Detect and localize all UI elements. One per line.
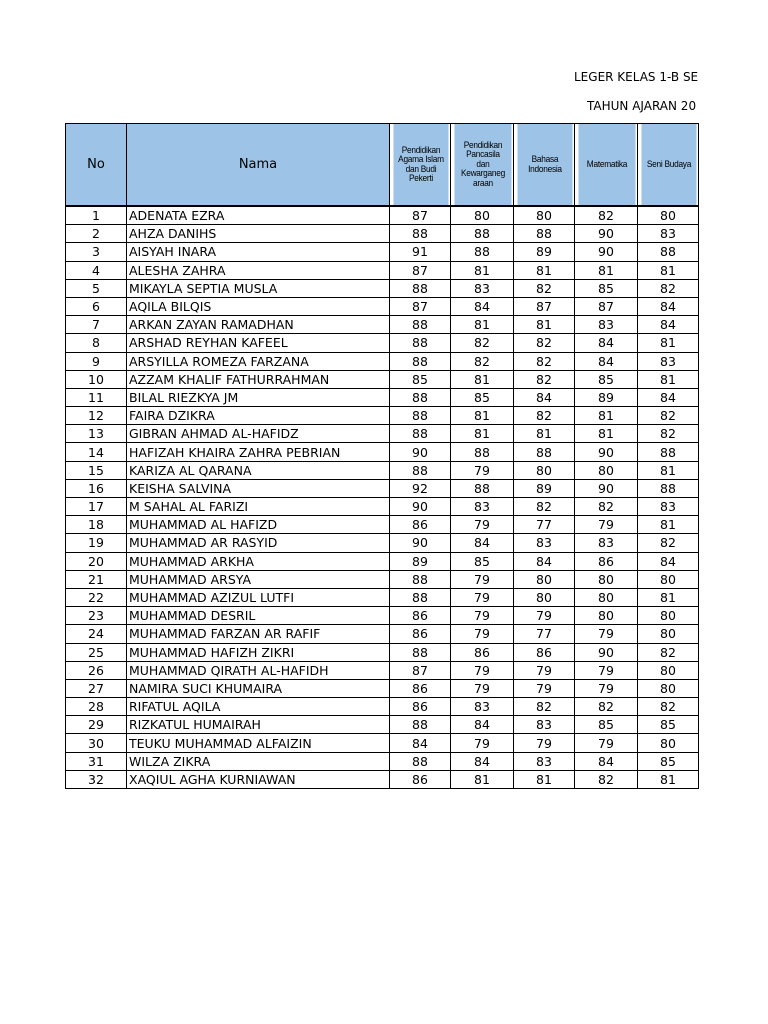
cell-no: 31 [66, 752, 127, 770]
cell-ppkn: 83 [451, 279, 514, 297]
column-header-pai [392, 124, 448, 206]
cell-pai: 88 [390, 388, 451, 406]
cell-pai: 87 [390, 661, 451, 679]
cell-seni-budaya: 80 [638, 734, 699, 752]
cell-ppkn: 79 [451, 516, 514, 534]
column-header-no: No [66, 124, 127, 206]
cell-ppkn: 79 [451, 625, 514, 643]
cell-no: 28 [66, 698, 127, 716]
column-header-pai-line: Agama Islam [397, 154, 443, 165]
cell-pai: 88 [390, 279, 451, 297]
cell-no: 4 [66, 261, 127, 279]
cell-bahasa-indonesia: 82 [514, 352, 575, 370]
cell-seni-budaya: 83 [638, 225, 699, 243]
cell-pai: 88 [390, 752, 451, 770]
cell-seni-budaya: 81 [638, 461, 699, 479]
cell-matematika: 90 [575, 643, 638, 661]
column-header-pai-line: dan Budi [404, 163, 436, 175]
column-header-ppkn-line: dan [475, 158, 489, 170]
cell-nama: MUHAMMAD AR RASYID [127, 534, 390, 552]
cell-matematika: 82 [575, 498, 638, 516]
cell-ppkn: 82 [451, 334, 514, 352]
table-row [66, 225, 699, 243]
cell-matematika: 85 [575, 279, 638, 297]
cell-ppkn: 79 [451, 734, 514, 752]
cell-ppkn: 81 [451, 370, 514, 388]
cell-nama: MUHAMMAD ARSYA [127, 570, 390, 588]
cell-ppkn: 83 [451, 498, 514, 516]
cell-matematika: 79 [575, 734, 638, 752]
cell-bahasa-indonesia: 80 [514, 588, 575, 606]
cell-pai: 88 [390, 461, 451, 479]
cell-no: 17 [66, 498, 127, 516]
cell-nama: MUHAMMAD HAFIZH ZIKRI [127, 643, 390, 661]
cell-nama: WILZA ZIKRA [127, 752, 390, 770]
cell-nama: AQILA BILQIS [127, 297, 390, 315]
cell-ppkn: 83 [451, 698, 514, 716]
cell-ppkn: 88 [451, 443, 514, 461]
cell-no: 23 [66, 607, 127, 625]
cell-ppkn: 81 [451, 425, 514, 443]
table-row [66, 498, 699, 516]
cell-pai: 85 [390, 370, 451, 388]
cell-matematika: 80 [575, 461, 638, 479]
cell-pai: 88 [390, 643, 451, 661]
cell-no: 5 [66, 279, 127, 297]
page-title: LEGER KELAS 1-B SE [574, 70, 699, 84]
cell-no: 25 [66, 643, 127, 661]
table-row [66, 661, 699, 679]
table-row [66, 552, 699, 570]
cell-nama: AZZAM KHALIF FATHURRAHMAN [127, 370, 390, 388]
cell-bahasa-indonesia: 80 [514, 461, 575, 479]
cell-pai: 88 [390, 334, 451, 352]
cell-no: 18 [66, 516, 127, 534]
cell-no: 29 [66, 716, 127, 734]
cell-seni-budaya: 84 [638, 297, 699, 315]
cell-bahasa-indonesia: 81 [514, 316, 575, 334]
cell-pai: 88 [390, 316, 451, 334]
cell-ppkn: 85 [451, 388, 514, 406]
cell-matematika: 79 [575, 625, 638, 643]
cell-seni-budaya: 82 [638, 425, 699, 443]
column-header-seni-budaya [640, 124, 696, 206]
cell-pai: 91 [390, 243, 451, 261]
cell-matematika: 85 [575, 716, 638, 734]
table-row [66, 698, 699, 716]
cell-ppkn: 79 [451, 461, 514, 479]
cell-matematika: 82 [575, 770, 638, 788]
cell-pai: 89 [390, 552, 451, 570]
cell-nama: HAFIZAH KHAIRA ZAHRA PEBRIAN [127, 443, 390, 461]
cell-ppkn: 79 [451, 679, 514, 697]
cell-matematika: 90 [575, 443, 638, 461]
cell-no: 20 [66, 552, 127, 570]
cell-pai: 87 [390, 207, 451, 225]
cell-nama: MUHAMMAD ARKHA [127, 552, 390, 570]
cell-bahasa-indonesia: 81 [514, 261, 575, 279]
grades-table [65, 123, 699, 789]
cell-matematika: 81 [575, 261, 638, 279]
cell-nama: XAQIUL AGHA KURNIAWAN [127, 770, 390, 788]
cell-seni-budaya: 81 [638, 261, 699, 279]
cell-matematika: 84 [575, 334, 638, 352]
cell-no: 10 [66, 370, 127, 388]
cell-bahasa-indonesia: 77 [514, 625, 575, 643]
cell-no: 6 [66, 297, 127, 315]
cell-matematika: 82 [575, 207, 638, 225]
cell-pai: 92 [390, 479, 451, 497]
cell-nama: ARKAN ZAYAN RAMADHAN [127, 316, 390, 334]
column-header-sbdp-line: Seni Budaya [645, 158, 691, 170]
cell-matematika: 79 [575, 516, 638, 534]
cell-seni-budaya: 81 [638, 588, 699, 606]
cell-nama: AHZA DANIHS [127, 225, 390, 243]
cell-no: 27 [66, 679, 127, 697]
cell-bahasa-indonesia: 82 [514, 498, 575, 516]
cell-matematika: 84 [575, 352, 638, 370]
cell-no: 3 [66, 243, 127, 261]
cell-ppkn: 84 [451, 534, 514, 552]
cell-pai: 86 [390, 698, 451, 716]
table-row [66, 352, 699, 370]
table-row [66, 461, 699, 479]
cell-nama: GIBRAN AHMAD AL-HAFIDZ [127, 425, 390, 443]
cell-pai: 88 [390, 716, 451, 734]
cell-ppkn: 84 [451, 716, 514, 734]
cell-nama: MUHAMMAD QIRATH AL-HAFIDH [127, 661, 390, 679]
cell-no: 12 [66, 407, 127, 425]
cell-seni-budaya: 80 [638, 661, 699, 679]
cell-ppkn: 88 [451, 243, 514, 261]
cell-nama: RIFATUL AQILA [127, 698, 390, 716]
cell-seni-budaya: 82 [638, 534, 699, 552]
cell-bahasa-indonesia: 80 [514, 570, 575, 588]
cell-no: 30 [66, 734, 127, 752]
cell-seni-budaya: 88 [638, 243, 699, 261]
cell-pai: 87 [390, 297, 451, 315]
cell-seni-budaya: 82 [638, 698, 699, 716]
cell-ppkn: 88 [451, 225, 514, 243]
table-row [66, 534, 699, 552]
cell-bahasa-indonesia: 79 [514, 661, 575, 679]
table-row [66, 734, 699, 752]
cell-no: 26 [66, 661, 127, 679]
cell-no: 8 [66, 334, 127, 352]
table-row [66, 425, 699, 443]
cell-bahasa-indonesia: 86 [514, 643, 575, 661]
cell-nama: ARSYILLA ROMEZA FARZANA [127, 352, 390, 370]
cell-nama: BILAL RIEZKYA JM [127, 388, 390, 406]
cell-pai: 86 [390, 607, 451, 625]
cell-pai: 88 [390, 588, 451, 606]
table-row [66, 716, 699, 734]
page-subtitle: TAHUN AJARAN 20 [587, 99, 697, 113]
cell-pai: 90 [390, 534, 451, 552]
table-body [66, 207, 699, 789]
cell-matematika: 90 [575, 225, 638, 243]
cell-bahasa-indonesia: 84 [514, 552, 575, 570]
cell-pai: 90 [390, 498, 451, 516]
table-row [66, 479, 699, 497]
cell-nama: ADENATA EZRA [127, 207, 390, 225]
cell-bahasa-indonesia: 82 [514, 698, 575, 716]
cell-pai: 90 [390, 443, 451, 461]
cell-matematika: 81 [575, 425, 638, 443]
cell-pai: 86 [390, 770, 451, 788]
cell-matematika: 83 [575, 534, 638, 552]
cell-matematika: 80 [575, 588, 638, 606]
cell-seni-budaya: 88 [638, 443, 699, 461]
cell-seni-budaya: 81 [638, 516, 699, 534]
cell-matematika: 80 [575, 607, 638, 625]
column-header-pai-line: Pekerti [407, 173, 433, 184]
cell-bahasa-indonesia: 79 [514, 607, 575, 625]
cell-seni-budaya: 82 [638, 279, 699, 297]
cell-seni-budaya: 81 [638, 770, 699, 788]
cell-no: 7 [66, 316, 127, 334]
cell-pai: 86 [390, 625, 451, 643]
cell-seni-budaya: 80 [638, 207, 699, 225]
cell-ppkn: 79 [451, 588, 514, 606]
cell-nama: KARIZA AL QARANA [127, 461, 390, 479]
table-row [66, 607, 699, 625]
cell-bahasa-indonesia: 88 [514, 443, 575, 461]
table-row [66, 243, 699, 261]
cell-no: 13 [66, 425, 127, 443]
cell-matematika: 79 [575, 661, 638, 679]
table-row [66, 588, 699, 606]
cell-nama: FAIRA DZIKRA [127, 407, 390, 425]
cell-no: 32 [66, 770, 127, 788]
cell-matematika: 80 [575, 570, 638, 588]
cell-bahasa-indonesia: 82 [514, 334, 575, 352]
cell-pai: 88 [390, 225, 451, 243]
table-row [66, 261, 699, 279]
cell-bahasa-indonesia: 79 [514, 734, 575, 752]
column-header-pai-line: Pendidikan [400, 144, 440, 156]
cell-no: 11 [66, 388, 127, 406]
cell-seni-budaya: 84 [638, 316, 699, 334]
cell-nama: ALESHA ZAHRA [127, 261, 390, 279]
cell-no: 19 [66, 534, 127, 552]
cell-ppkn: 86 [451, 643, 514, 661]
cell-seni-budaya: 81 [638, 334, 699, 352]
cell-bahasa-indonesia: 89 [514, 479, 575, 497]
cell-nama: MUHAMMAD FARZAN AR RAFIF [127, 625, 390, 643]
table-row [66, 443, 699, 461]
cell-ppkn: 82 [451, 352, 514, 370]
cell-seni-budaya: 81 [638, 370, 699, 388]
table-row [66, 407, 699, 425]
cell-pai: 88 [390, 352, 451, 370]
column-header-bindo-line: Indonesia [527, 163, 561, 175]
column-header-ppkn-line: Pancasila [465, 149, 499, 161]
cell-seni-budaya: 83 [638, 498, 699, 516]
table-row [66, 370, 699, 388]
cell-nama: MUHAMMAD DESRIL [127, 607, 390, 625]
cell-bahasa-indonesia: 87 [514, 297, 575, 315]
cell-nama: TEUKU MUHAMMAD ALFAIZIN [127, 734, 390, 752]
cell-no: 21 [66, 570, 127, 588]
cell-no: 15 [66, 461, 127, 479]
cell-no: 22 [66, 588, 127, 606]
cell-matematika: 83 [575, 316, 638, 334]
cell-seni-budaya: 80 [638, 679, 699, 697]
cell-seni-budaya: 84 [638, 552, 699, 570]
cell-bahasa-indonesia: 80 [514, 207, 575, 225]
cell-nama: MIKAYLA SEPTIA MUSLA [127, 279, 390, 297]
cell-matematika: 81 [575, 407, 638, 425]
cell-bahasa-indonesia: 83 [514, 534, 575, 552]
cell-seni-budaya: 80 [638, 625, 699, 643]
cell-ppkn: 79 [451, 607, 514, 625]
column-header-bindo-line: Bahasa [530, 154, 558, 165]
cell-ppkn: 80 [451, 207, 514, 225]
cell-seni-budaya: 88 [638, 479, 699, 497]
cell-bahasa-indonesia: 82 [514, 370, 575, 388]
cell-bahasa-indonesia: 77 [514, 516, 575, 534]
column-header-matematika [577, 124, 635, 206]
cell-nama: AISYAH INARA [127, 243, 390, 261]
cell-matematika: 87 [575, 297, 638, 315]
cell-bahasa-indonesia: 81 [514, 770, 575, 788]
cell-no: 2 [66, 225, 127, 243]
table-row [66, 770, 699, 788]
cell-nama: NAMIRA SUCI KHUMAIRA [127, 679, 390, 697]
cell-nama: KEISHA SALVINA [127, 479, 390, 497]
cell-no: 14 [66, 443, 127, 461]
cell-pai: 88 [390, 407, 451, 425]
column-header-ppkn-line: Pendidikan [462, 139, 502, 151]
table-row [66, 316, 699, 334]
cell-bahasa-indonesia: 82 [514, 407, 575, 425]
cell-ppkn: 79 [451, 661, 514, 679]
cell-ppkn: 81 [451, 261, 514, 279]
cell-ppkn: 81 [451, 770, 514, 788]
cell-pai: 88 [390, 570, 451, 588]
table-row [66, 334, 699, 352]
cell-seni-budaya: 82 [638, 407, 699, 425]
cell-matematika: 90 [575, 479, 638, 497]
table-row [66, 570, 699, 588]
cell-bahasa-indonesia: 89 [514, 243, 575, 261]
cell-matematika: 84 [575, 752, 638, 770]
cell-ppkn: 81 [451, 316, 514, 334]
cell-seni-budaya: 85 [638, 752, 699, 770]
cell-bahasa-indonesia: 83 [514, 716, 575, 734]
cell-seni-budaya: 80 [638, 570, 699, 588]
cell-bahasa-indonesia: 84 [514, 388, 575, 406]
cell-seni-budaya: 84 [638, 388, 699, 406]
cell-pai: 88 [390, 425, 451, 443]
cell-ppkn: 88 [451, 479, 514, 497]
table-row [66, 643, 699, 661]
table-row [66, 279, 699, 297]
table-row [66, 625, 699, 643]
cell-nama: ARSHAD REYHAN KAFEEL [127, 334, 390, 352]
cell-matematika: 86 [575, 552, 638, 570]
cell-seni-budaya: 80 [638, 607, 699, 625]
table-row [66, 679, 699, 697]
cell-matematika: 79 [575, 679, 638, 697]
cell-pai: 86 [390, 516, 451, 534]
cell-ppkn: 84 [451, 752, 514, 770]
cell-no: 9 [66, 352, 127, 370]
cell-nama: MUHAMMAD AZIZUL LUTFI [127, 588, 390, 606]
cell-bahasa-indonesia: 79 [514, 679, 575, 697]
cell-seni-budaya: 82 [638, 643, 699, 661]
column-header-bahasa-indonesia [516, 124, 572, 206]
table-row [66, 297, 699, 315]
cell-pai: 86 [390, 679, 451, 697]
column-header-ppkn [453, 124, 511, 206]
cell-bahasa-indonesia: 81 [514, 425, 575, 443]
table-row [66, 207, 699, 225]
cell-matematika: 89 [575, 388, 638, 406]
cell-pai: 84 [390, 734, 451, 752]
cell-ppkn: 85 [451, 552, 514, 570]
column-header-nama: Nama [127, 124, 390, 206]
cell-matematika: 90 [575, 243, 638, 261]
table-row [66, 516, 699, 534]
cell-matematika: 82 [575, 698, 638, 716]
cell-nama: MUHAMMAD AL HAFIZD [127, 516, 390, 534]
cell-bahasa-indonesia: 83 [514, 752, 575, 770]
cell-seni-budaya: 83 [638, 352, 699, 370]
cell-ppkn: 79 [451, 570, 514, 588]
column-header-mtk-line: Matematika [585, 158, 627, 170]
column-header-ppkn-line: araan [472, 177, 492, 189]
cell-no: 1 [66, 207, 127, 225]
cell-matematika: 85 [575, 370, 638, 388]
table-row [66, 752, 699, 770]
table-row [66, 388, 699, 406]
cell-bahasa-indonesia: 82 [514, 279, 575, 297]
cell-nama: RIZKATUL HUMAIRAH [127, 716, 390, 734]
cell-no: 16 [66, 479, 127, 497]
cell-nama: M SAHAL AL FARIZI [127, 498, 390, 516]
cell-pai: 87 [390, 261, 451, 279]
cell-seni-budaya: 85 [638, 716, 699, 734]
cell-no: 24 [66, 625, 127, 643]
cell-ppkn: 81 [451, 407, 514, 425]
cell-ppkn: 84 [451, 297, 514, 315]
table-header-row [66, 124, 699, 206]
column-header-ppkn-line: Kewarganeg [459, 168, 505, 180]
cell-bahasa-indonesia: 88 [514, 225, 575, 243]
